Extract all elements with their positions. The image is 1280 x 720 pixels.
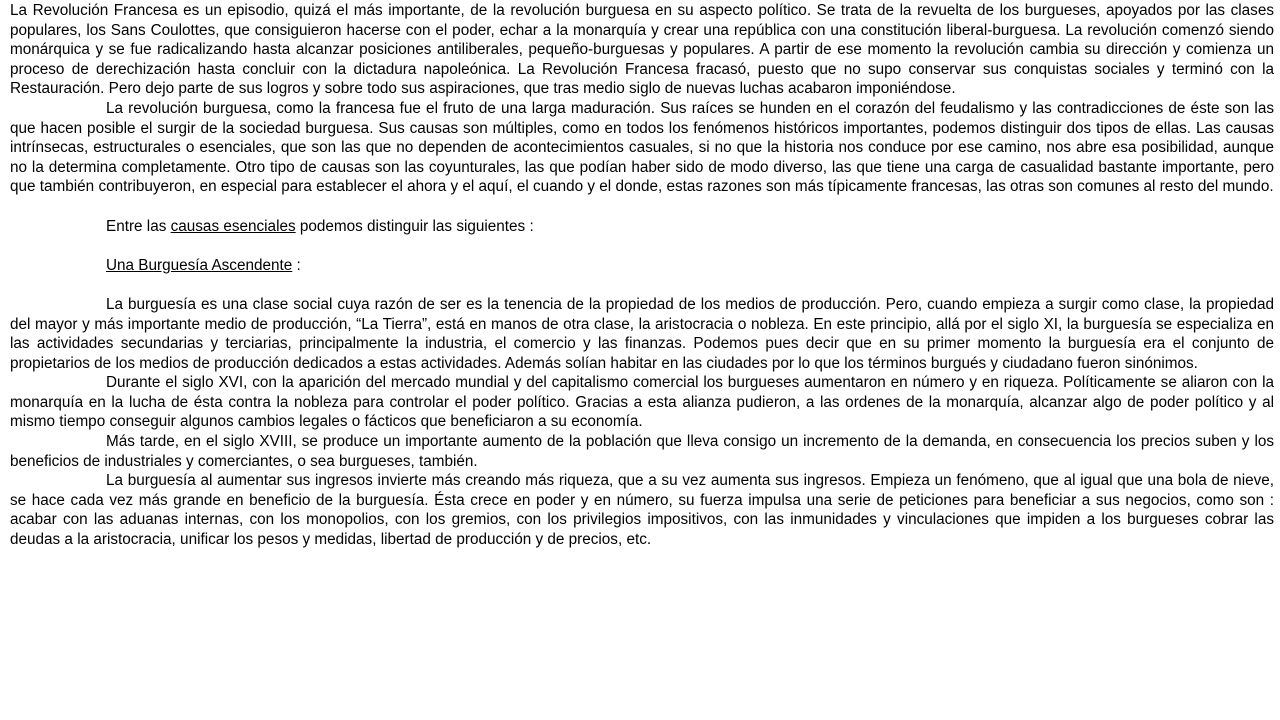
causes-intro-before: Entre las <box>106 217 171 235</box>
section-heading <box>10 256 1274 276</box>
paragraph-siglo-xvi: Durante el siglo XVI, con la aparición del mercado mundial y del capitalismo comercial los burgueses aumentaron en número y en riqueza. Políticamente se aliaron con la monarquía en la lucha de ésta contra la nobleza para controlar el poder político. Gracias a esta alianza pudieron, a las ordenes de la monarquía, alcanzar algo de poder político y al mismo tiempo conseguir algunos cambios legales o fácticos que beneficiaron a su economía. <box>10 374 1274 431</box>
paragraph-bola-de-nieve: La burguesía al aumentar sus ingresos invierte más creando más riqueza, que a su vez aumenta sus ingresos. Empieza un fenómeno, que al igual que una bola de nieve, se hace cada vez más grande en beneficio de la burguesía. Ésta crece en poder y en número, su fuerza impulsa una serie de peticiones para beneficiar a sus negocios, como son : acabar con las aduanas internas, con los monopolios, con los gremios, con los privilegios impositivos, con las inmunidades y vinculaciones que impiden a los burgueses cobrar las deudas a la aristocracia, unificar los pesos y medidas, libertad de producción y de precios, etc. <box>10 472 1274 549</box>
section-heading-text: Una Burguesía Ascendente <box>106 256 293 274</box>
blank-line <box>10 197 1274 217</box>
causes-intro-after: podemos distinguir las siguientes : <box>295 217 534 235</box>
paragraph-siglo-xviii: Más tarde, en el siglo XVIII, se produce un importante aumento de la población que lleva consigo un incremento de la demanda, en consecuencia los precios suben y los beneficios de industriales y comerciantes, o sea burgueses, también. <box>10 433 1274 470</box>
paragraph-intro-revolution: La Revolución Francesa es un episodio, quizá el más importante, de la revolución burguesa en su aspecto político. Se trata de la revuelta de los burgueses, apoyados por las clases populares, los Sans Coulottes, que consiguieron hacerse con el poder, echar a la monarquía y crear una república con una constitución liberal-burguesa. La revolución comenzó siendo monárquica y se fue radicalizando hasta alcanzar posiciones antiliberales, pequeño-burguesas y populares. A partir de ese momento la revolución cambia su dirección y comienza un proceso de derechización hasta concluir con la dictadura napoleónica. La Revolución Francesa fracasó, puesto que no supo conservar sus conquistas sociales y terminó con la Restauración. Pero dejo parte de sus logros y sobre todo sus aspiraciones, que tras medio siglo de nuevas luchas acabaron imponiéndose. <box>10 2 1274 98</box>
blank-line <box>10 236 1274 256</box>
section-heading-suffix: : <box>292 256 301 274</box>
causes-intro-line <box>10 217 1274 237</box>
document-body <box>10 1 1274 550</box>
blank-line <box>10 275 1274 295</box>
paragraph-burguesia-definition: La burguesía es una clase social cuya razón de ser es la tenencia de la propiedad de los medios de producción. Pero, cuando empieza a surgir como clase, la propiedad del mayor y más importante medio de producción, “La Tierra”, está en manos de otra clase, la aristocracia o nobleza. En este principio, allá por el siglo XI, la burguesía se especializa en las actividades secundarias y terciarias, principalmente la industria, el comercio y las finanzas. Podemos pues decir que en su primer momento la burguesía era el conjunto de propietarios de los medios de producción dedicados a estas actividades. Además solían habitar en las ciudades por lo que los términos burgués y ciudadano fueron sinónimos. <box>10 295 1274 372</box>
causes-esenciales-underlined: causas esenciales <box>170 217 296 235</box>
paragraph-causes: La revolución burguesa, como la francesa fue el fruto de una larga maduración. Sus raíces se hunden en el corazón del feudalismo y las contradicciones de éste son las que hacen posible el surgir de la sociedad burguesa. Sus causas son múltiples, como en todos los fenómenos históricos importantes, podemos distinguir dos tipos de ellas. Las causas intrínsecas, estructurales o esenciales, que son las que no dependen de acontecimientos casuales, si no que la historia nos conduce por ese camino, nos abre esa posibilidad, aunque no la determina completamente. Otro tipo de causas son las coyunturales, las que podían haber sido de modo diverso, las que tiene una carga de casualidad bastante importante, pero que también contribuyeron, en especial para establecer el ahora y el aquí, el cuando y el donde, estas razones son más típicamente francesas, las otras son comunes al resto del mundo. <box>10 99 1274 196</box>
